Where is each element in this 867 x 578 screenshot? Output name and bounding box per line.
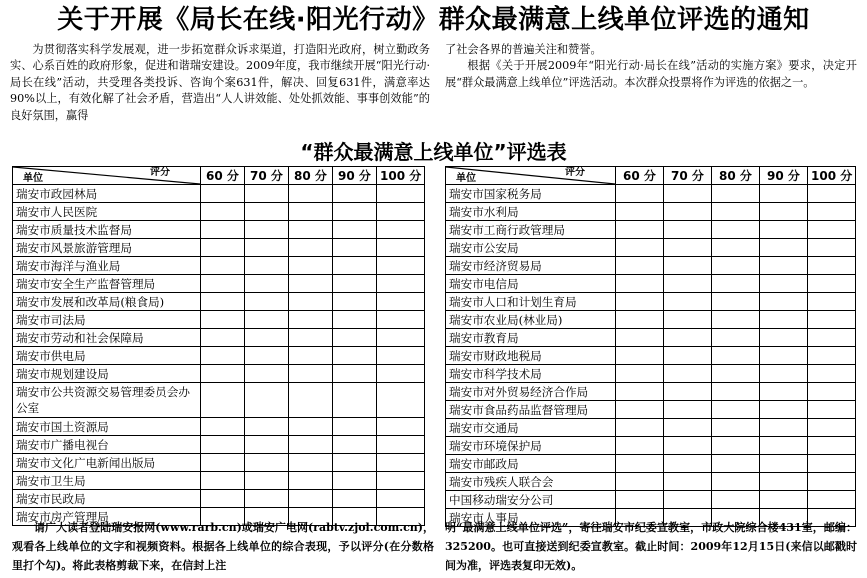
score-checkbox-cell[interactable] xyxy=(808,257,856,275)
score-checkbox-cell[interactable] xyxy=(760,437,808,455)
unit-score-header-cell xyxy=(446,167,616,185)
score-checkbox-cell[interactable] xyxy=(760,383,808,401)
score-checkbox-cell[interactable] xyxy=(760,419,808,437)
score-checkbox-cell[interactable] xyxy=(245,293,289,311)
score-checkbox-cell[interactable] xyxy=(760,401,808,419)
score-checkbox-cell[interactable] xyxy=(333,203,377,221)
unit-name-cell: 瑞安市公共资源交易管理委员会办公室 xyxy=(13,383,201,418)
score-checkbox-cell[interactable] xyxy=(616,455,664,473)
score-column-header: 80 分 xyxy=(712,167,760,185)
table-row xyxy=(13,383,425,418)
table-row xyxy=(13,454,425,472)
score-checkbox-cell[interactable] xyxy=(664,455,712,473)
score-checkbox-cell[interactable] xyxy=(201,293,245,311)
score-checkbox-cell[interactable] xyxy=(616,203,664,221)
score-checkbox-cell[interactable] xyxy=(664,203,712,221)
table-row xyxy=(13,221,425,239)
score-checkbox-cell[interactable] xyxy=(712,491,760,509)
score-checkbox-cell[interactable] xyxy=(289,347,333,365)
table-row xyxy=(446,311,856,329)
score-column-header: 70 分 xyxy=(245,167,289,185)
unit-name-cell: 瑞安市国家税务局 xyxy=(446,185,616,203)
score-checkbox-cell[interactable] xyxy=(760,203,808,221)
table-row xyxy=(13,365,425,383)
unit-name-cell: 瑞安市交通局 xyxy=(446,419,616,437)
score-checkbox-cell[interactable] xyxy=(712,311,760,329)
unit-name-cell: 瑞安市食品药品监督管理局 xyxy=(446,401,616,419)
score-checkbox-cell[interactable] xyxy=(289,239,333,257)
score-checkbox-cell[interactable] xyxy=(760,293,808,311)
ballot-table-left-header xyxy=(13,167,425,185)
header-unit-label: 单位 xyxy=(456,173,476,184)
score-checkbox-cell[interactable] xyxy=(245,436,289,454)
score-checkbox-cell[interactable] xyxy=(616,257,664,275)
score-checkbox-cell[interactable] xyxy=(760,275,808,293)
unit-name-cell: 瑞安市卫生局 xyxy=(13,472,201,490)
score-checkbox-cell[interactable] xyxy=(616,383,664,401)
unit-name-cell: 瑞安市电信局 xyxy=(446,275,616,293)
score-checkbox-cell[interactable] xyxy=(808,491,856,509)
intro-right-continuation: 了社会各界的普遍关注和赞誉。 xyxy=(445,43,602,56)
ballot-table-right xyxy=(445,166,856,527)
ballot-table-left xyxy=(12,166,425,526)
score-checkbox-cell[interactable] xyxy=(377,239,425,257)
header-score-label: 评分 xyxy=(150,167,170,178)
unit-name-cell: 中国移动瑞安分公司 xyxy=(446,491,616,509)
score-checkbox-cell[interactable] xyxy=(201,472,245,490)
score-checkbox-cell[interactable] xyxy=(333,490,377,508)
table-row xyxy=(446,293,856,311)
form-subtitle: “群众最满意上线单位”评选表 xyxy=(300,140,567,164)
score-checkbox-cell[interactable] xyxy=(760,491,808,509)
score-checkbox-cell[interactable] xyxy=(377,490,425,508)
unit-name-cell: 瑞安市海洋与渔业局 xyxy=(13,257,201,275)
score-checkbox-cell[interactable] xyxy=(289,203,333,221)
score-checkbox-cell[interactable] xyxy=(201,203,245,221)
table-row xyxy=(446,473,856,491)
unit-name-cell: 瑞安市安全生产监督管理局 xyxy=(13,275,201,293)
score-checkbox-cell[interactable] xyxy=(377,275,425,293)
unit-name-cell: 瑞安市劳动和社会保障局 xyxy=(13,329,201,347)
table-row xyxy=(446,347,856,365)
header-unit-label: 单位 xyxy=(23,173,43,184)
score-checkbox-cell[interactable] xyxy=(377,185,425,203)
score-column-header: 90 分 xyxy=(333,167,377,185)
table-row xyxy=(446,365,856,383)
unit-name-cell: 瑞安市残疾人联合会 xyxy=(446,473,616,491)
score-checkbox-cell[interactable] xyxy=(333,257,377,275)
score-checkbox-cell[interactable] xyxy=(664,383,712,401)
score-checkbox-cell[interactable] xyxy=(201,418,245,436)
score-checkbox-cell[interactable] xyxy=(760,221,808,239)
unit-name-cell: 瑞安市民政局 xyxy=(13,490,201,508)
score-checkbox-cell[interactable] xyxy=(808,311,856,329)
score-checkbox-cell[interactable] xyxy=(245,311,289,329)
table-row xyxy=(13,257,425,275)
score-checkbox-cell[interactable] xyxy=(712,239,760,257)
score-checkbox-cell[interactable] xyxy=(808,347,856,365)
score-checkbox-cell[interactable] xyxy=(616,275,664,293)
score-checkbox-cell[interactable] xyxy=(245,203,289,221)
table-row xyxy=(13,185,425,203)
score-checkbox-cell[interactable] xyxy=(289,311,333,329)
table-row xyxy=(446,239,856,257)
table-row xyxy=(13,203,425,221)
score-checkbox-cell[interactable] xyxy=(245,185,289,203)
unit-name-cell: 瑞安市文化广电新闻出版局 xyxy=(13,454,201,472)
score-checkbox-cell[interactable] xyxy=(616,221,664,239)
score-checkbox-cell[interactable] xyxy=(333,185,377,203)
score-checkbox-cell[interactable] xyxy=(333,221,377,239)
score-checkbox-cell[interactable] xyxy=(616,365,664,383)
score-checkbox-cell[interactable] xyxy=(664,473,712,491)
score-checkbox-cell[interactable] xyxy=(808,437,856,455)
score-checkbox-cell[interactable] xyxy=(616,473,664,491)
score-checkbox-cell[interactable] xyxy=(201,185,245,203)
score-checkbox-cell[interactable] xyxy=(245,329,289,347)
score-checkbox-cell[interactable] xyxy=(289,472,333,490)
score-checkbox-cell[interactable] xyxy=(712,347,760,365)
score-checkbox-cell[interactable] xyxy=(245,418,289,436)
header-score-label: 评分 xyxy=(565,167,585,178)
score-column-header: 100 分 xyxy=(808,167,856,185)
unit-name-cell: 瑞安市环境保护局 xyxy=(446,437,616,455)
score-checkbox-cell[interactable] xyxy=(333,472,377,490)
table-row xyxy=(446,275,856,293)
score-checkbox-cell[interactable] xyxy=(712,455,760,473)
score-checkbox-cell[interactable] xyxy=(712,365,760,383)
score-checkbox-cell[interactable] xyxy=(289,454,333,472)
score-checkbox-cell[interactable] xyxy=(377,418,425,436)
unit-name-cell: 瑞安市对外贸易经济合作局 xyxy=(446,383,616,401)
score-column-header: 90 分 xyxy=(760,167,808,185)
score-checkbox-cell[interactable] xyxy=(760,455,808,473)
score-checkbox-cell[interactable] xyxy=(289,418,333,436)
unit-name-cell: 瑞安市科学技术局 xyxy=(446,365,616,383)
unit-name-cell: 瑞安市风景旅游管理局 xyxy=(13,239,201,257)
score-column-header: 70 分 xyxy=(664,167,712,185)
table-row xyxy=(13,347,425,365)
score-column-header: 80 分 xyxy=(289,167,333,185)
score-checkbox-cell[interactable] xyxy=(289,257,333,275)
score-checkbox-cell[interactable] xyxy=(808,473,856,491)
table-row xyxy=(13,293,425,311)
score-checkbox-cell[interactable] xyxy=(289,221,333,239)
score-checkbox-cell[interactable] xyxy=(664,275,712,293)
score-checkbox-cell[interactable] xyxy=(664,329,712,347)
score-checkbox-cell[interactable] xyxy=(616,419,664,437)
score-checkbox-cell[interactable] xyxy=(289,185,333,203)
score-checkbox-cell[interactable] xyxy=(289,490,333,508)
score-checkbox-cell[interactable] xyxy=(333,347,377,365)
score-checkbox-cell[interactable] xyxy=(289,329,333,347)
score-checkbox-cell[interactable] xyxy=(245,239,289,257)
table-row xyxy=(446,491,856,509)
unit-name-cell: 瑞安市教育局 xyxy=(446,329,616,347)
unit-name-cell: 瑞安市规划建设局 xyxy=(13,365,201,383)
score-checkbox-cell[interactable] xyxy=(664,293,712,311)
score-checkbox-cell[interactable] xyxy=(245,257,289,275)
score-checkbox-cell[interactable] xyxy=(616,347,664,365)
score-checkbox-cell[interactable] xyxy=(808,419,856,437)
score-checkbox-cell[interactable] xyxy=(616,329,664,347)
table-row xyxy=(446,383,856,401)
score-checkbox-cell[interactable] xyxy=(808,329,856,347)
score-checkbox-cell[interactable] xyxy=(664,347,712,365)
score-checkbox-cell[interactable] xyxy=(712,203,760,221)
unit-name-cell: 瑞安市房产管理局 xyxy=(13,508,201,526)
score-checkbox-cell[interactable] xyxy=(377,293,425,311)
score-checkbox-cell[interactable] xyxy=(377,454,425,472)
score-checkbox-cell[interactable] xyxy=(201,239,245,257)
table-row xyxy=(446,455,856,473)
score-checkbox-cell[interactable] xyxy=(760,347,808,365)
score-checkbox-cell[interactable] xyxy=(712,329,760,347)
unit-name-cell: 瑞安市人事局 xyxy=(446,509,616,527)
score-column-header: 100 分 xyxy=(377,167,425,185)
score-checkbox-cell[interactable] xyxy=(377,436,425,454)
score-checkbox-cell[interactable] xyxy=(664,257,712,275)
score-checkbox-cell[interactable] xyxy=(245,472,289,490)
table-row xyxy=(446,185,856,203)
score-checkbox-cell[interactable] xyxy=(808,455,856,473)
score-checkbox-cell[interactable] xyxy=(289,436,333,454)
table-row xyxy=(446,437,856,455)
score-checkbox-cell[interactable] xyxy=(712,437,760,455)
score-checkbox-cell[interactable] xyxy=(616,491,664,509)
score-checkbox-cell[interactable] xyxy=(245,347,289,365)
score-checkbox-cell[interactable] xyxy=(201,221,245,239)
score-checkbox-cell[interactable] xyxy=(377,221,425,239)
score-column-header: 60 分 xyxy=(201,167,245,185)
score-checkbox-cell[interactable] xyxy=(289,365,333,383)
unit-score-header-cell xyxy=(13,167,201,185)
unit-name-cell: 瑞安市政园林局 xyxy=(13,185,201,203)
score-checkbox-cell[interactable] xyxy=(333,293,377,311)
unit-name-cell: 瑞安市司法局 xyxy=(13,311,201,329)
score-checkbox-cell[interactable] xyxy=(664,311,712,329)
score-checkbox-cell[interactable] xyxy=(333,275,377,293)
score-checkbox-cell[interactable] xyxy=(664,401,712,419)
table-row xyxy=(446,257,856,275)
footer-right-instructions: 明“最满意上线单位评选”，寄往瑞安市纪委宣教室，市政大院综合楼431室，邮编：325200。也可直接送到纪委宣教室。截止时间：2009年12月15日(来信以邮戳时间为准，评选表复印无效)。 xyxy=(445,521,857,572)
score-checkbox-cell[interactable] xyxy=(201,365,245,383)
score-checkbox-cell[interactable] xyxy=(808,401,856,419)
score-checkbox-cell[interactable] xyxy=(245,221,289,239)
score-checkbox-cell[interactable] xyxy=(760,365,808,383)
intro-right-paragraph: 根据《关于开展2009年“阳光行动·局长在线”活动的实施方案》要求，决定开展“群众最满意上线单位”评选活动。本次群众投票将作为评选的依据之一。 xyxy=(445,59,857,89)
score-checkbox-cell[interactable] xyxy=(760,185,808,203)
intro-left-paragraph: 为贯彻落实科学发展观，进一步拓宽群众诉求渠道，打造阳光政府，树立勤政务实、心系百姓的政府形象，促进和谐瑞安建设。2009年度，我市继续开展“阳光行动·局长在线”活动，共受理各类投诉、咨询个案631件，解决、回复631件，满意率达90%以上，有效化解了社会矛盾，营造出“人人讲效能、处处抓效能、事事创效能”的良好氛围，赢得 xyxy=(10,43,430,122)
score-checkbox-cell[interactable] xyxy=(377,329,425,347)
score-checkbox-cell[interactable] xyxy=(664,419,712,437)
score-column-header: 60 分 xyxy=(616,167,664,185)
score-checkbox-cell[interactable] xyxy=(712,473,760,491)
score-checkbox-cell[interactable] xyxy=(201,275,245,293)
table-row xyxy=(446,203,856,221)
score-checkbox-cell[interactable] xyxy=(201,454,245,472)
score-checkbox-cell[interactable] xyxy=(201,311,245,329)
table-row xyxy=(13,239,425,257)
score-checkbox-cell[interactable] xyxy=(808,275,856,293)
unit-name-cell: 瑞安市农业局(林业局) xyxy=(446,311,616,329)
score-checkbox-cell[interactable] xyxy=(616,311,664,329)
table-row xyxy=(13,472,425,490)
score-checkbox-cell[interactable] xyxy=(664,491,712,509)
score-checkbox-cell[interactable] xyxy=(760,257,808,275)
unit-name-cell: 瑞安市发展和改革局(粮食局) xyxy=(13,293,201,311)
table-row xyxy=(446,401,856,419)
score-checkbox-cell[interactable] xyxy=(377,257,425,275)
score-checkbox-cell[interactable] xyxy=(760,329,808,347)
score-checkbox-cell[interactable] xyxy=(201,383,245,418)
table-row xyxy=(13,311,425,329)
score-checkbox-cell[interactable] xyxy=(664,365,712,383)
score-checkbox-cell[interactable] xyxy=(333,329,377,347)
ballot-table-right-header xyxy=(446,167,856,185)
table-row xyxy=(446,419,856,437)
footer-left-instructions: 请广大读者登陆瑞安报网(www.rarb.cn)或瑞安广电网(rabtv.zjol.com.cn)，观看各上线单位的文字和视频资料。根据各上线单位的综合表现，予以评分(在分数格里打个勾)。将此表格剪裁下来，在信封上注 xyxy=(12,521,434,572)
score-checkbox-cell[interactable] xyxy=(377,311,425,329)
unit-name-cell: 瑞安市质量技术监督局 xyxy=(13,221,201,239)
score-checkbox-cell[interactable] xyxy=(289,293,333,311)
score-checkbox-cell[interactable] xyxy=(808,185,856,203)
header-row xyxy=(446,167,856,185)
score-checkbox-cell[interactable] xyxy=(201,329,245,347)
intro-right-column xyxy=(445,42,857,91)
score-checkbox-cell[interactable] xyxy=(616,185,664,203)
score-checkbox-cell[interactable] xyxy=(333,454,377,472)
score-checkbox-cell[interactable] xyxy=(808,365,856,383)
score-checkbox-cell[interactable] xyxy=(664,221,712,239)
unit-name-cell: 瑞安市经济贸易局 xyxy=(446,257,616,275)
score-checkbox-cell[interactable] xyxy=(245,490,289,508)
score-checkbox-cell[interactable] xyxy=(808,293,856,311)
score-checkbox-cell[interactable] xyxy=(377,383,425,418)
score-checkbox-cell[interactable] xyxy=(201,490,245,508)
score-checkbox-cell[interactable] xyxy=(712,275,760,293)
table-row xyxy=(13,490,425,508)
score-checkbox-cell[interactable] xyxy=(245,365,289,383)
score-checkbox-cell[interactable] xyxy=(712,221,760,239)
score-checkbox-cell[interactable] xyxy=(760,311,808,329)
ballot-table-left-body xyxy=(13,185,425,526)
score-checkbox-cell[interactable] xyxy=(333,383,377,418)
table-row xyxy=(13,275,425,293)
score-checkbox-cell[interactable] xyxy=(712,383,760,401)
unit-name-cell: 瑞安市水利局 xyxy=(446,203,616,221)
score-checkbox-cell[interactable] xyxy=(664,437,712,455)
unit-name-cell: 瑞安市公安局 xyxy=(446,239,616,257)
score-checkbox-cell[interactable] xyxy=(616,437,664,455)
table-row xyxy=(446,221,856,239)
score-checkbox-cell[interactable] xyxy=(333,436,377,454)
table-row xyxy=(13,418,425,436)
unit-name-cell: 瑞安市邮政局 xyxy=(446,455,616,473)
score-checkbox-cell[interactable] xyxy=(616,293,664,311)
table-row xyxy=(13,436,425,454)
score-checkbox-cell[interactable] xyxy=(808,383,856,401)
score-checkbox-cell[interactable] xyxy=(201,347,245,365)
score-checkbox-cell[interactable] xyxy=(712,185,760,203)
score-checkbox-cell[interactable] xyxy=(712,257,760,275)
header-row xyxy=(13,167,425,185)
score-checkbox-cell[interactable] xyxy=(664,239,712,257)
unit-name-cell: 瑞安市工商行政管理局 xyxy=(446,221,616,239)
score-checkbox-cell[interactable] xyxy=(289,383,333,418)
ballot-table-right-body xyxy=(446,185,856,527)
score-checkbox-cell[interactable] xyxy=(616,239,664,257)
score-checkbox-cell[interactable] xyxy=(245,383,289,418)
score-checkbox-cell[interactable] xyxy=(201,257,245,275)
score-checkbox-cell[interactable] xyxy=(377,203,425,221)
score-checkbox-cell[interactable] xyxy=(377,472,425,490)
score-checkbox-cell[interactable] xyxy=(333,239,377,257)
score-checkbox-cell[interactable] xyxy=(616,401,664,419)
score-checkbox-cell[interactable] xyxy=(333,418,377,436)
notice-title: 关于开展《局长在线·阳光行动》群众最满意上线单位评选的通知 xyxy=(57,5,810,35)
table-row xyxy=(446,329,856,347)
unit-name-cell: 瑞安市人口和计划生育局 xyxy=(446,293,616,311)
score-checkbox-cell[interactable] xyxy=(808,239,856,257)
score-checkbox-cell[interactable] xyxy=(712,419,760,437)
unit-name-cell: 瑞安市国土资源局 xyxy=(13,418,201,436)
score-checkbox-cell[interactable] xyxy=(808,203,856,221)
score-checkbox-cell[interactable] xyxy=(289,275,333,293)
score-checkbox-cell[interactable] xyxy=(760,239,808,257)
unit-name-cell: 瑞安市广播电视台 xyxy=(13,436,201,454)
score-checkbox-cell[interactable] xyxy=(377,347,425,365)
score-checkbox-cell[interactable] xyxy=(245,275,289,293)
score-checkbox-cell[interactable] xyxy=(712,293,760,311)
score-checkbox-cell[interactable] xyxy=(760,473,808,491)
unit-name-cell: 瑞安市人民医院 xyxy=(13,203,201,221)
score-checkbox-cell[interactable] xyxy=(245,454,289,472)
score-checkbox-cell[interactable] xyxy=(201,436,245,454)
score-checkbox-cell[interactable] xyxy=(377,365,425,383)
table-row xyxy=(13,329,425,347)
unit-name-cell: 瑞安市供电局 xyxy=(13,347,201,365)
score-checkbox-cell[interactable] xyxy=(808,221,856,239)
score-checkbox-cell[interactable] xyxy=(333,365,377,383)
score-checkbox-cell[interactable] xyxy=(712,401,760,419)
score-checkbox-cell[interactable] xyxy=(664,185,712,203)
score-checkbox-cell[interactable] xyxy=(333,311,377,329)
unit-name-cell: 瑞安市财政地税局 xyxy=(446,347,616,365)
